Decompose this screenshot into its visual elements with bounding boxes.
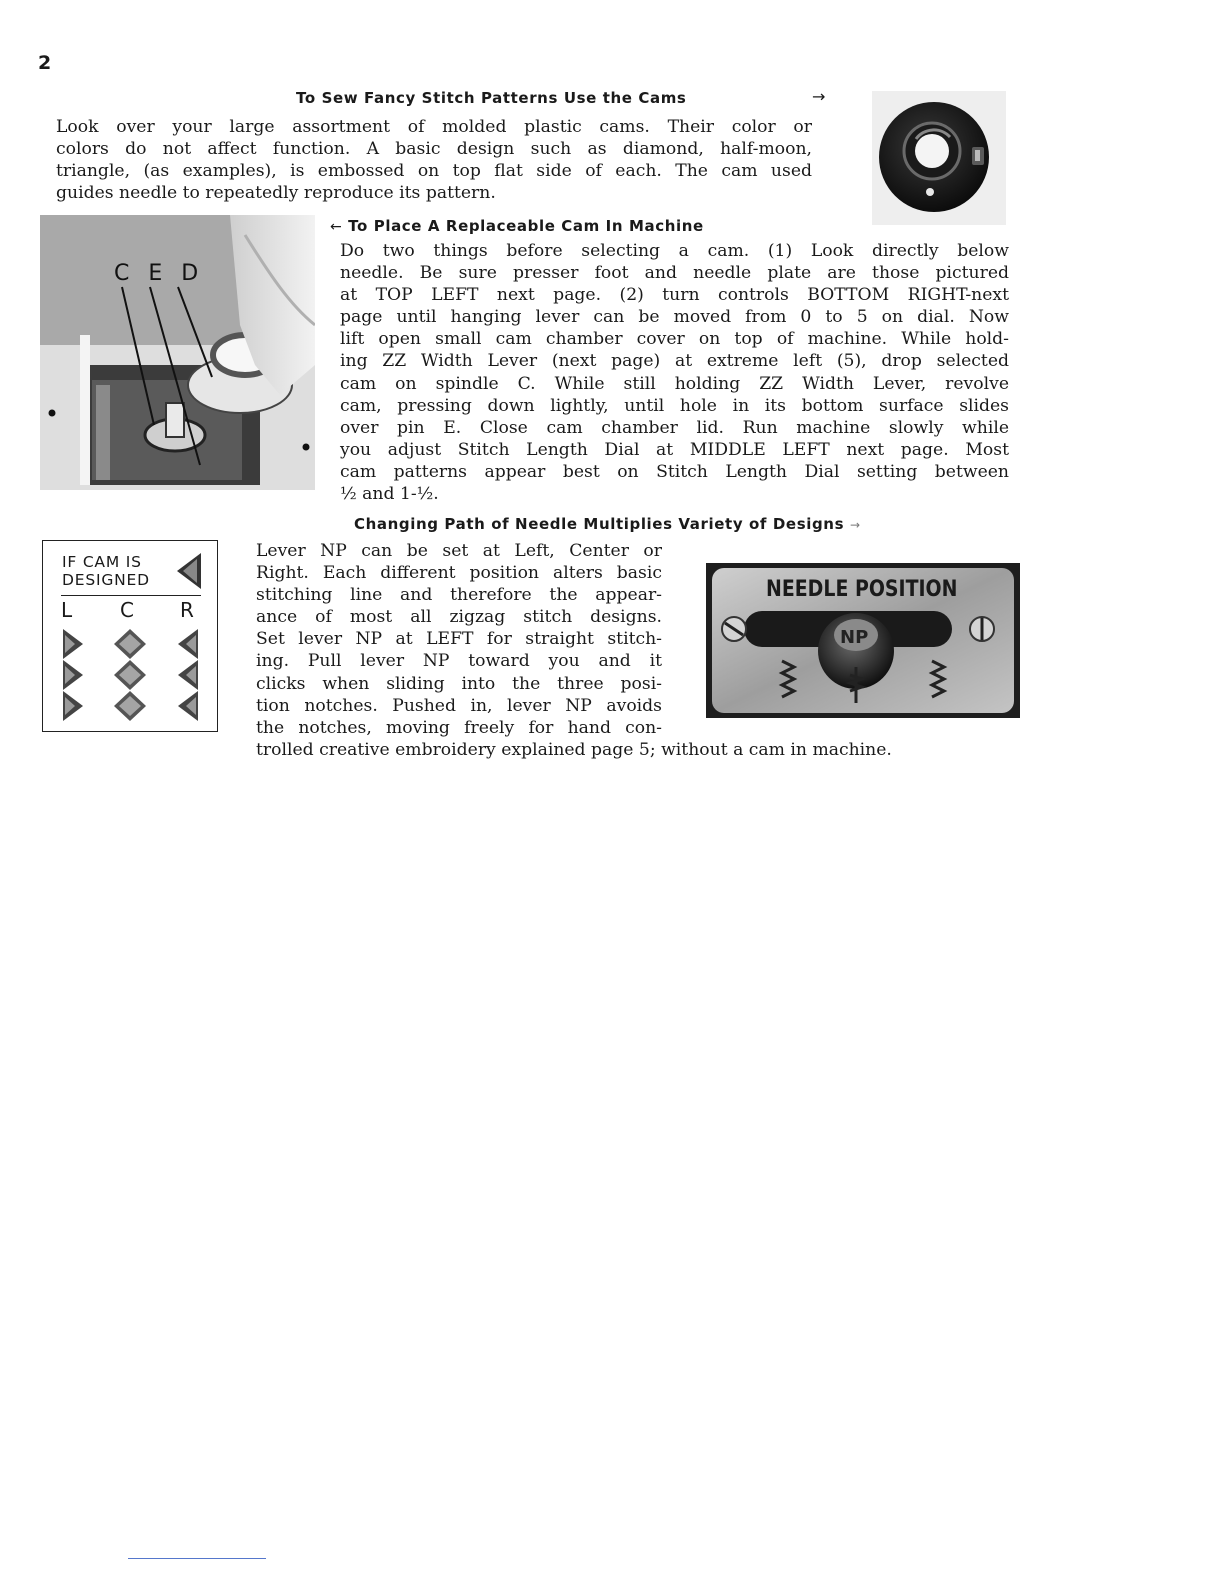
label-e: E [148, 261, 169, 286]
paragraph-line: Lever NP can be set at Left, Center or [256, 541, 662, 561]
paragraph-line: cam, pressing down lightly, until hole in its bottom surface slides [340, 395, 1009, 416]
arrow-right-icon: → [812, 87, 826, 106]
paragraph-line: ance of most all zigzag stitch designs. [256, 607, 662, 628]
paragraph-line: colors do not affect function. A basic design such as diamond, half-moon, [56, 139, 812, 160]
column-label-right: R [180, 598, 194, 622]
paragraph-line: cam patterns appear best on Stitch Length Dial setting between [340, 461, 1009, 482]
diagram-label-line1: IF CAM IS [62, 553, 142, 571]
paragraph-line: at TOP LEFT next page. (2) turn controls BOTTOM RIGHT-next [340, 285, 1009, 306]
paragraph-line: you adjust Stitch Length Dial at MIDDLE LEFT next page. Most [340, 439, 1009, 460]
paragraph-place-cam [340, 240, 1009, 505]
paragraph-line: Right. Each different position alters basic [256, 563, 662, 584]
column-label-center: C [120, 598, 134, 622]
heading-place-cam [330, 217, 704, 235]
paragraph-line: lift open small cam chamber cover on top of machine. While hold- [340, 329, 1009, 350]
needle-plate-knob-label: NP [840, 627, 869, 648]
paragraph-line: clicks when sliding into the three posi- [256, 673, 662, 694]
paragraph-line: cam on spindle C. While still holding ZZ Width Lever, revolve [340, 373, 1009, 394]
machine-photo-labels [114, 261, 204, 286]
paragraph-line: ing. Pull lever NP toward you and it [256, 651, 662, 672]
paragraph-needle-path [256, 540, 662, 739]
paragraph-line: ing ZZ Width Lever (next page) at extreme left (5), drop selected [340, 351, 1009, 372]
heading-place-cam-text: To Place A Replaceable Cam In Machine [348, 217, 704, 235]
paragraph-cams [56, 116, 812, 204]
arrow-right-icon: → [849, 518, 861, 532]
arrow-left-icon: ← [330, 219, 343, 235]
paragraph-line: ½ and 1-½. [340, 484, 439, 505]
pattern-left-icon [61, 629, 85, 721]
pattern-center-icon [112, 629, 148, 721]
paragraph-line: Set lever NP at LEFT for straight stitch- [256, 629, 662, 650]
cam-disc-image [872, 91, 1006, 225]
heading-fancy-stitch [296, 89, 686, 107]
paragraph-line: Look over your large assortment of molded plastic cams. Their color or [56, 117, 812, 137]
diagram-label-line2: DESIGNED [62, 571, 150, 589]
needle-position-plate-photo [706, 563, 1020, 718]
label-c: C [114, 261, 136, 286]
label-d: D [181, 261, 205, 286]
paragraph-line: triangle, (as examples), is embossed on top flat side of each. The cam used [56, 161, 812, 182]
page-number: 2 [38, 52, 52, 74]
pattern-right-icon [176, 629, 200, 721]
footer-rule [128, 1558, 266, 1559]
heading-fancy-stitch-text: To Sew Fancy Stitch Patterns Use the Cams [296, 89, 687, 107]
paragraph-line: guides needle to repeatedly reproduce its pattern. [56, 183, 496, 204]
machine-cam-chamber-photo [40, 215, 315, 490]
paragraph-line: Do two things before selecting a cam. (1) Look directly below [340, 241, 1009, 261]
diagram-divider [61, 595, 201, 596]
needle-plate-title: NEEDLE POSITION [766, 577, 958, 602]
machine-image [40, 215, 315, 490]
paragraph-line: page until hanging lever can be moved from 0 to 5 on dial. Now [340, 307, 1009, 328]
paragraph-line-final: trolled creative embroidery explained page 5; without a cam in machine. [256, 740, 892, 760]
column-label-left: L [61, 598, 73, 622]
heading-needle-path [354, 515, 861, 533]
cam-position-diagram [42, 540, 218, 732]
paragraph-line: needle. Be sure presser foot and needle plate are those pictured [340, 263, 1009, 284]
paragraph-line: the notches, moving freely for hand con- [256, 717, 662, 738]
paragraph-line: stitching line and therefore the appear- [256, 585, 662, 606]
paragraph-line: over pin E. Close cam chamber lid. Run machine slowly while [340, 417, 1009, 438]
triangle-left-icon [173, 551, 203, 591]
heading-needle-path-text: Changing Path of Needle Multiplies Variety of Designs [354, 515, 845, 533]
cam-photo [872, 91, 1006, 225]
paragraph-line: tion notches. Pushed in, lever NP avoids [256, 695, 662, 716]
